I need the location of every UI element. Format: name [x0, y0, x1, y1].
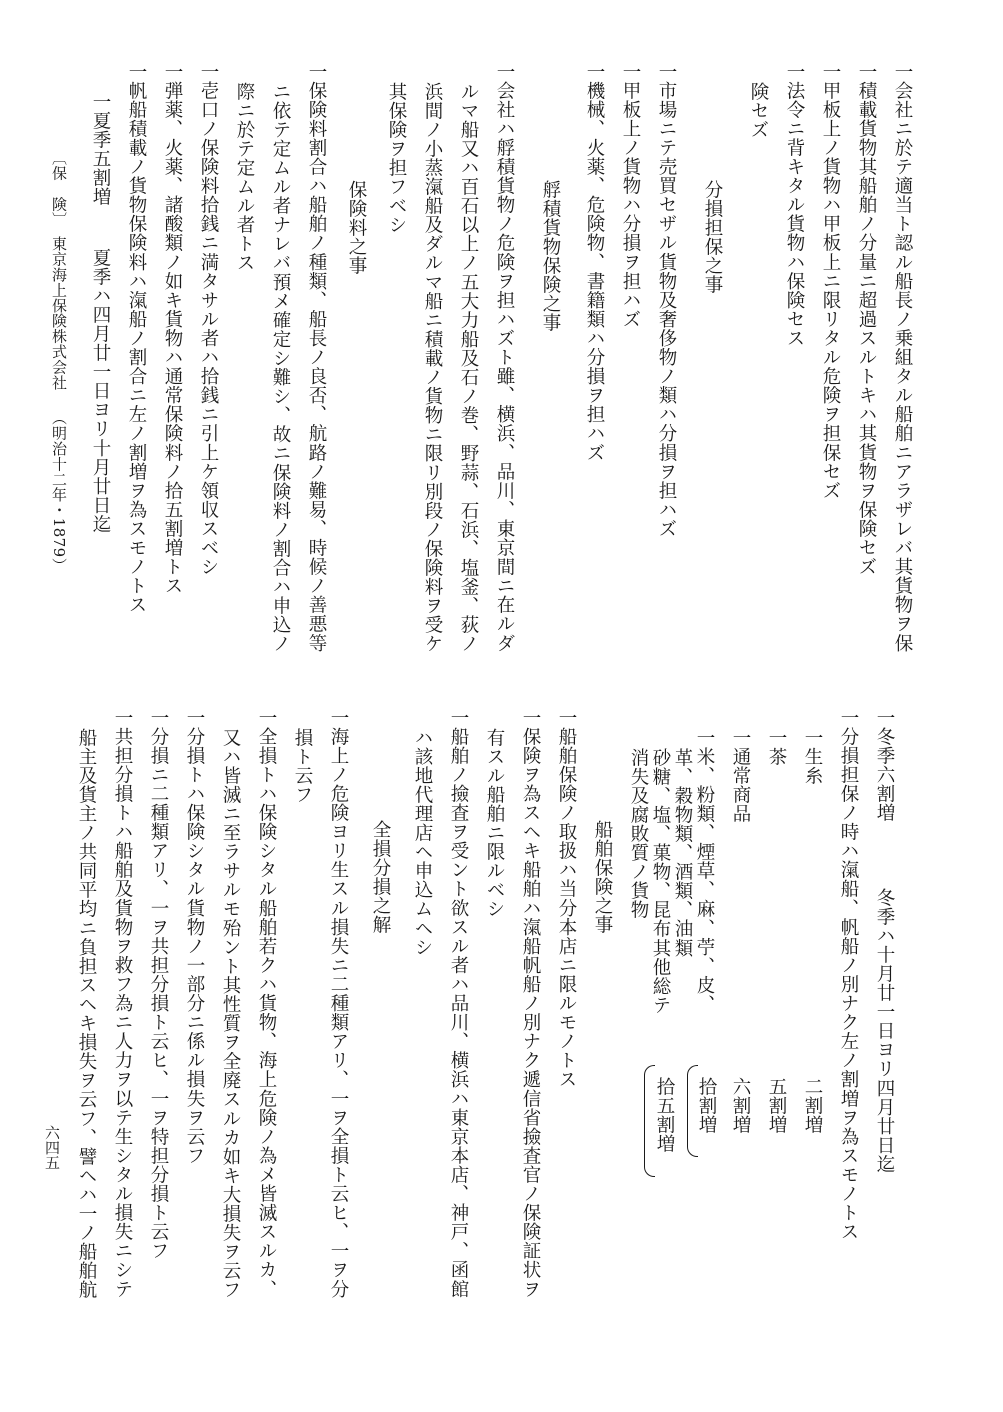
text-column: 一弾薬、火薬、諸酸類ノ如キ貨物ハ通常保険料ノ拾五割増トス [162, 62, 183, 596]
page-number: 六四五 [43, 1125, 61, 1170]
rate-label: 五割増 [766, 1077, 787, 1135]
text-column: 一帆船積載ノ貨物保険料ハ滊船ノ割合ニ左ノ割増ヲ為スモノトス [126, 62, 147, 615]
text-column: 際ニ於テ定ムル者トス [234, 82, 255, 273]
text-column: 一分損担保ノ時ハ滊船、帆船ノ別ナク左ノ割増ヲ為スモノトス [838, 708, 859, 1242]
text-column: 船主及貨主ノ共同平均ニ負担スヘキ損失ヲ云フ、譬ヘハ一ノ船舶航 [76, 728, 97, 1300]
text-column: 夏季ハ四月廿一日ヨリ十月廿日迄 [90, 248, 111, 534]
text-column: 一冬季六割増 [874, 708, 895, 823]
section-label: 〔保 険〕 [50, 150, 68, 227]
rate-label: 六割増 [730, 1077, 751, 1135]
text-column: 険セズ [748, 82, 769, 140]
text-column: 一夏季五割増 [90, 92, 111, 207]
text-column: 一機械、火薬、危険物、書籍類ハ分損ヲ担ハズ [584, 62, 605, 463]
text-column: 又ハ皆滅ニ至ラサルモ殆ント其性質ヲ全廃スルカ如キ大損失ヲ云フ [220, 728, 241, 1300]
text-column: 一茶 [766, 728, 787, 767]
text-column: 一船舶保険ノ取扱ハ当分本店ニ限ルモノトス [556, 708, 577, 1089]
text-column: 革、穀物類、酒類、油類 [672, 748, 693, 958]
text-column: 一法令ニ背キタル貨物ハ保険セス [784, 62, 805, 348]
text-column: 一分損ニ二種類アリ、一ヲ共担分損ト云ヒ、一ヲ特担分損ト云フ [148, 708, 169, 1261]
text-column: 一共担分損トハ船舶及貨物ヲ救フ為ニ人力ヲ以テ生シタル損失ニシテ [112, 708, 133, 1299]
text-column: 一甲板上ノ貨物ハ分損ヲ担ハズ [620, 62, 641, 329]
text-column: 消失及腐敗質ノ貨物 [628, 748, 649, 920]
text-column: 一市場ニテ売買セザル貨物及奢侈物ノ類ハ分損ヲ担ハズ [656, 62, 677, 539]
text-column: 有スル船舶ニ限ルベシ [484, 728, 505, 919]
section-heading: 艀積貨物保険之事 [540, 180, 561, 333]
text-column: ルマ船又ハ百石以上ノ五大力船及石ノ巻、野蒜、石浜、塩釜、荻ノ [458, 82, 479, 654]
text-column: 砂糖、塩、菓物、昆布其他総テ [650, 748, 671, 1015]
text-column: 一保険ヲ為スヘキ船舶ハ滊船帆船ノ別ナク遞信省撿査官ノ保険証状ヲ [520, 708, 541, 1299]
section-heading: 分損担保之事 [702, 180, 723, 295]
text-column: ニ依テ定ムル者ナレバ預メ確定シ難シ、故ニ保険料ノ割合ハ申込ノ [270, 82, 291, 654]
text-column: 一保険料割合ハ船舶ノ種類、船長ノ良否、航路ノ難易、時候ノ善悪等 [306, 62, 327, 653]
text-column: 一生糸 [802, 728, 823, 786]
text-column: 一米、粉類、煙草、麻、苧、皮、 [694, 728, 715, 1014]
year-label: （明治十二年・1879） [50, 410, 68, 573]
text-column: 一会社ハ艀積貨物ノ危険ヲ担ハズト雖、横浜、品川、東京間ニ在ルダ [494, 62, 515, 653]
text-column: 冬季ハ十月廿一日ヨリ四月廿日迄 [874, 888, 895, 1174]
section-heading: 船舶保険之事 [592, 820, 613, 935]
text-column: 一船舶ノ撿査ヲ受ント欲スル者ハ品川、横浜ハ東京本店、神戸、函館 [448, 708, 469, 1299]
text-column: 一通常商品 [730, 728, 751, 824]
section-heading: 保険料之事 [346, 180, 367, 276]
text-column: 損ト云フ [292, 728, 313, 805]
text-column: 一全損トハ保険シタル船舶若クハ貨物、海上危険ノ為メ皆滅スルカ、 [256, 708, 277, 1299]
section-heading: 全損分損之解 [370, 820, 391, 935]
text-column: 一甲板上ノ貨物ハ甲板上ニ限リタル危険ヲ担保セズ [820, 62, 841, 501]
text-column: ハ該地代理店ヘ申込ムヘシ [412, 728, 433, 957]
text-column: 一分損トハ保険シタル貨物ノ一部分ニ係ル損失ヲ云フ [184, 708, 205, 1166]
text-column: 其保険ヲ担フベシ [386, 82, 407, 235]
rate-label: 拾割増 [696, 1077, 717, 1135]
rate-label: 二割増 [802, 1077, 823, 1135]
text-column: 一海上ノ危険ヨリ生スル損失ニ二種類アリ、一ヲ全損ト云ヒ、一ヲ分 [328, 708, 349, 1299]
company-name: 東京海上保険株式会社 [50, 236, 68, 390]
text-column: 浜間ノ小蒸滊船及ダルマ船ニ積載ノ貨物ニ限リ別段ノ保険料ヲ受ケ [422, 82, 443, 654]
text-column: 一積載貨物其船舶ノ分量ニ超過スルトキハ其貨物ヲ保険セズ [856, 62, 877, 577]
rate-label: 拾五割増 [654, 1077, 675, 1154]
text-column: 一壱口ノ保険料拾銭ニ満タサル者ハ拾銭ニ引上ケ領収スベシ [198, 62, 219, 577]
text-column: 一会社ニ於テ適当ト認ル船長ノ乗組タル船舶ニアラザレバ其貨物ヲ保 [892, 62, 913, 653]
